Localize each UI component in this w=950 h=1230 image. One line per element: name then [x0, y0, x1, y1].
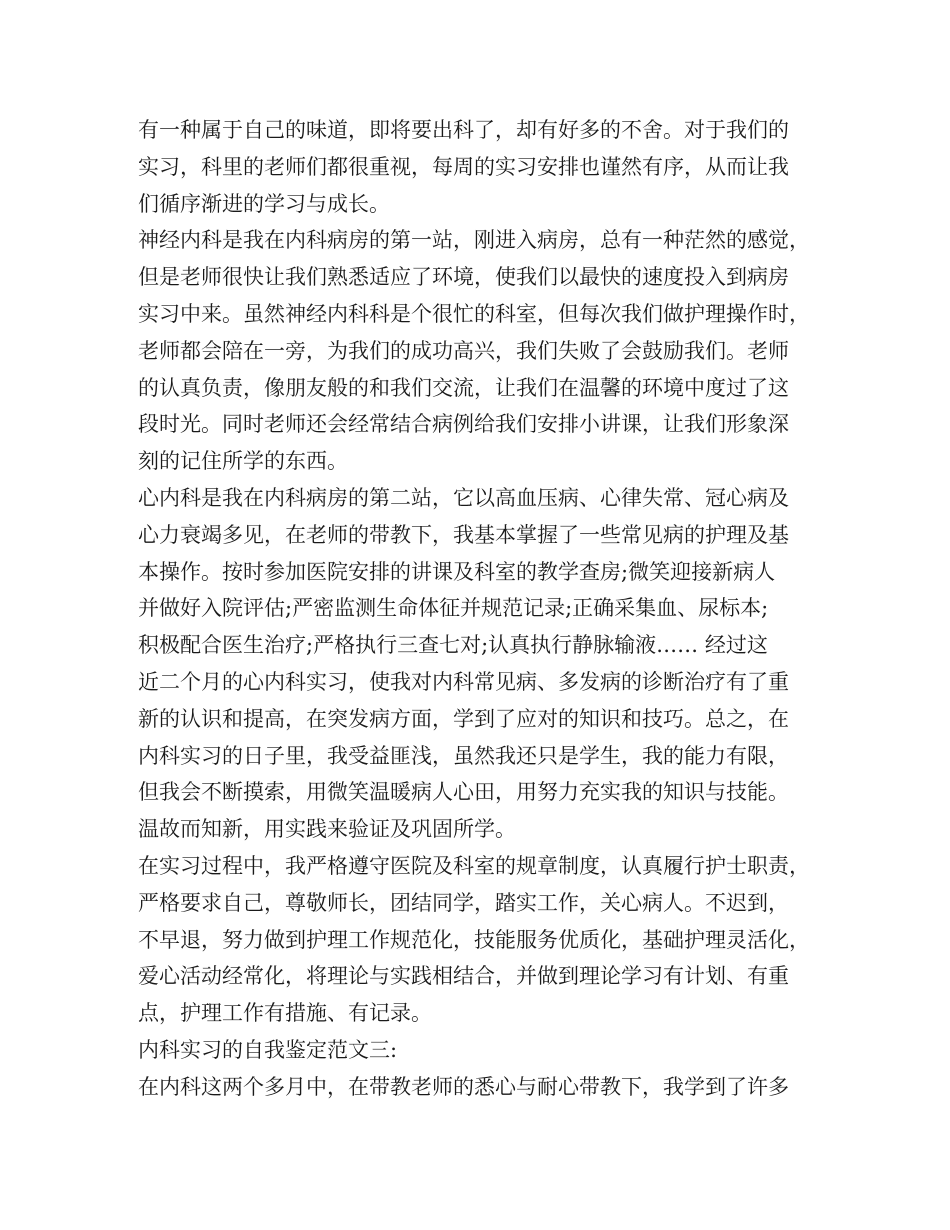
text-line: 严格要求自己，尊敬师长，团结同学，踏实工作，关心病人。不迟到，: [138, 890, 789, 915]
text-line: 新的认识和提高，在突发病方面，学到了应对的知识和技巧。总之，在: [138, 706, 789, 731]
text-line: 的认真负责，像朋友般的和我们交流，让我们在温馨的环境中度过了这: [138, 375, 789, 400]
text-line: 们循序渐进的学习与成长。: [138, 191, 390, 216]
text-line: 老师都会陪在一旁，为我们的成功高兴，我们失败了会鼓励我们。老师: [138, 338, 789, 363]
text-line: 心力衰竭多见，在老师的带教下，我基本掌握了一些常见病的护理及基: [138, 522, 789, 547]
text-line: 在实习过程中，我严格遵守医院及科室的规章制度，认真履行护士职责，: [138, 853, 810, 878]
text-line: 但是老师很快让我们熟悉适应了环境，使我们以最快的速度投入到病房: [138, 265, 789, 290]
text-line: 不早退，努力做到护理工作规范化，技能服务优质化，基础护理灵活化，: [138, 927, 810, 952]
text-line: 心内科是我在内科病房的第二站，它以高血压病、心律失常、冠心病及: [138, 485, 789, 510]
text-line: 实习，科里的老师们都很重视，每周的实习安排也谨然有序，从而让我: [138, 154, 789, 179]
text-line: 神经内科是我在内科病房的第一站，刚进入病房，总有一种茫然的感觉，: [138, 228, 810, 253]
body-text: [138, 112, 838, 1106]
text-line: 但我会不断摸索，用微笑温暖病人心田，用努力充实我的知识与技能。: [138, 780, 789, 805]
text-line: 实习中来。虽然神经内科科是个很忙的科室，但每次我们做护理操作时，: [138, 301, 810, 326]
text-line: 温故而知新，用实践来验证及巩固所学。: [138, 817, 516, 842]
text-line: 点，护理工作有措施、有记录。: [138, 1001, 432, 1026]
text-line: 爱心活动经常化，将理论与实践相结合，并做到理论学习有计划、有重: [138, 964, 789, 989]
text-line: 本操作。按时参加医院安排的讲课及科室的教学查房;微笑迎接新病人: [138, 559, 776, 584]
text-line: 近二个月的心内科实习，使我对内科常见病、多发病的诊断治疗有了重: [138, 669, 789, 694]
text-line: 内科实习的日子里，我受益匪浅，虽然我还只是学生，我的能力有限，: [138, 743, 789, 768]
text-line: 刻的记住所学的东西。: [138, 449, 348, 474]
text-line: 有一种属于自己的味道，即将要出科了，却有好多的不舍。对于我们的: [138, 118, 789, 142]
text-line: 并做好入院评估;严密监测生命体征并规范记录;正确采集血、尿标本;: [138, 596, 769, 621]
text-line: 积极配合医生治疗;严格执行三查七对;认真执行静脉输液…… 经过这: [138, 633, 768, 658]
section-heading: 内科实习的自我鉴定范文三:: [138, 1037, 398, 1062]
text-line: 段时光。同时老师还会经常结合病例给我们安排小讲课，让我们形象深: [138, 412, 789, 437]
text-line: 在内科这两个多月中，在带教老师的悉心与耐心带教下，我学到了许多: [138, 1074, 789, 1099]
